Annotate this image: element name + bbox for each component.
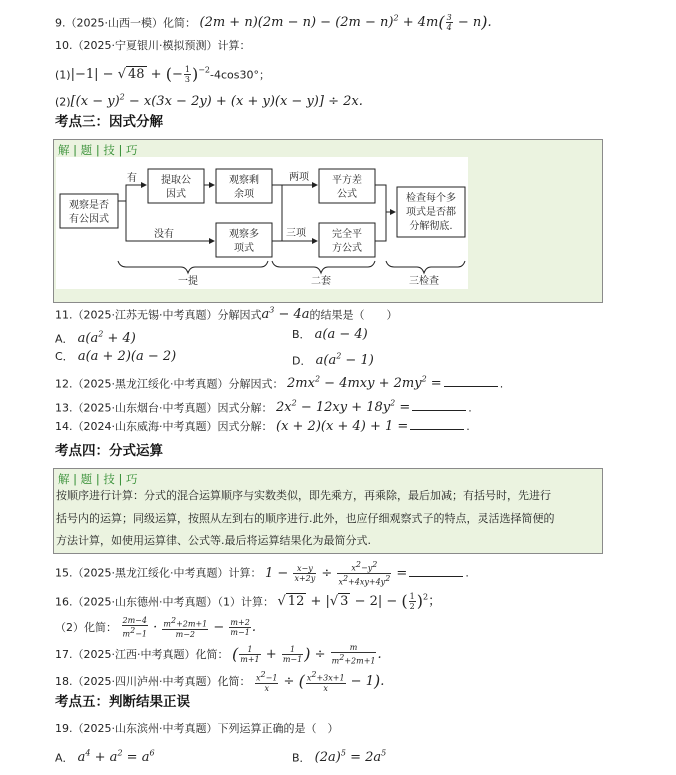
question-13: 13.（2025·山东烟台·中考真题）因式分解： $2x^2 - 12xy + 18y^2$ = . xyxy=(55,399,472,416)
question-source: （2025·黑龙江绥化·中考真题） xyxy=(72,566,229,580)
svg-text:方公式: 方公式 xyxy=(332,243,362,254)
answer-blank[interactable] xyxy=(412,400,466,411)
question-source: （2025·黑龙江绥化·中考真题） xyxy=(72,377,229,391)
math-expression: $[(x - y)^2 - x(3x - 2y) + (x + y)(x - y)] \div 2x$. xyxy=(70,93,363,110)
question-9: 9.（2025·山西一模）化简： $(2m + n)(2m - n) - (2m - n)^2 + 4m$( $\frac{3}{4}$ − n). xyxy=(55,12,492,33)
answer-blank[interactable] xyxy=(410,419,464,430)
q11-option-b[interactable]: B． a(a − 4) xyxy=(292,327,368,342)
section-3-title: 考点三：因式分解 xyxy=(55,114,163,130)
flow-check: 检查每个多 xyxy=(406,193,456,204)
math-expression: |−1| − √ 48 + (− $\frac{1}{3}$ )$^{-2}$ xyxy=(70,64,210,85)
question-14: 14.（2024·山东威海·中考真题）因式分解： (x + 2)(x + 4) + 1 = . xyxy=(55,419,470,434)
flow-start: 观察是否 xyxy=(69,200,109,211)
question-source: （2025·江西·中考真题） xyxy=(72,647,196,661)
question-12: 12.（2025·黑龙江绥化·中考真题）分解因式： $2mx^2 - 4mxy + 2my^2$ = . xyxy=(55,375,504,392)
tip-text-line: 方法计算，如使用运算律、公式等.最后将运算结果化为最简分式. xyxy=(56,534,371,547)
question-18: 18.（2025·四川泸州·中考真题）化简： $\frac{x^2-1}{x}$ ÷ ( $\frac{x^2+3x+1}{x}$ − 1). xyxy=(55,670,385,693)
section-4-title: 考点四：分式运算 xyxy=(55,443,163,459)
question-source: （2025·四川泸州·中考真题） xyxy=(72,674,218,688)
question-16-part-2: （2）化简： $\frac{2m-4}{m^2-1}$ · $\frac{m^2+2m+1}{m-2}$ − $\frac{m+2}{m-1}$ . xyxy=(55,616,256,639)
svg-text:没有: 没有 xyxy=(154,229,174,240)
tip-box-fractions xyxy=(53,468,603,554)
svg-text:因式: 因式 xyxy=(166,189,186,200)
question-source: （2025·宁夏银川·模拟预测） xyxy=(72,39,218,52)
tip-box-factoring xyxy=(53,139,603,303)
answer-blank[interactable] xyxy=(444,376,498,387)
svg-text:项式是否都: 项式是否都 xyxy=(406,207,456,218)
flow-observe-terms: 观察多 xyxy=(229,229,259,240)
svg-text:有: 有 xyxy=(127,173,137,184)
q11-option-c[interactable]: C． a(a + 2)(a − 2) xyxy=(55,349,177,364)
question-source: （2024·山东威海·中考真题） xyxy=(72,420,218,433)
q19-option-a[interactable]: A． $a^4 + a^2 = a^6$ xyxy=(55,749,155,766)
section-5-title: 考点五：判断结果正误 xyxy=(55,694,190,710)
tip-label: 解 | 题 | 技 | 巧 xyxy=(58,143,138,157)
math-expression: $(2m + n)(2m - n) - (2m - n)^2 + 4m$( $\frac{3}{4}$ − n). xyxy=(199,12,492,33)
question-source: （2025·山东滨州·中考真题） xyxy=(72,722,218,735)
question-number: 9. xyxy=(55,16,66,30)
question-15: 15.（2025·黑龙江绥化·中考真题）计算： 1 − $\frac{x-y}{x+2y}$ ÷ $\frac{x^2-y^2}{x^2+4xy+4y^2}$ = . xyxy=(55,560,469,587)
question-10: 10.（2025·宁夏银川·模拟预测）计算： xyxy=(55,39,251,52)
answer-blank[interactable] xyxy=(409,566,463,577)
tip-text-line: 按顺序进行计算：分式的混合运算顺序与实数类似，即先乘方，再乘除，最后加减；有括号时，先进行 xyxy=(56,489,551,502)
question-source: （2025·山西一模） xyxy=(65,16,163,30)
question-10-part-1: (1)|−1| − √ 48 + (− $\frac{1}{3}$ )$^{-2}$-4cos30°； xyxy=(55,64,270,85)
factoring-flowchart xyxy=(56,157,468,289)
svg-text:三项: 三项 xyxy=(286,228,306,239)
flow-extract: 提取公 xyxy=(161,175,191,186)
question-source: （2025·山东德州·中考真题） xyxy=(72,595,218,609)
question-16: 16.（2025·山东德州·中考真题）（1）计算： √ 12 + |√ 3 − 2| − ( $\frac{1}{2}$ )$^2$； xyxy=(55,591,442,612)
tip-text-line: 括号内的运算；同级运算，按照从左到右的顺序进行.此外，也应仔细观察式子的特点，灵活选择简便的 xyxy=(56,512,555,525)
q11-option-a[interactable]: A． $a(a^2 + 4)$ xyxy=(55,330,136,347)
question-19: 19.（2025·山东滨州·中考真题）下列运算正确的是（ ） xyxy=(55,722,339,735)
question-source: （2025·江苏无锡·中考真题） xyxy=(72,308,218,322)
svg-text:二套: 二套 xyxy=(311,276,331,287)
flow-square-diff: 平方差 xyxy=(332,175,362,186)
svg-text:三检查: 三检查 xyxy=(409,276,439,287)
svg-text:有公因式: 有公因式 xyxy=(69,214,109,225)
question-source: （2025·山东烟台·中考真题） xyxy=(72,401,218,415)
svg-text:余项: 余项 xyxy=(234,189,254,200)
svg-text:两项: 两项 xyxy=(289,172,309,183)
question-17: 17.（2025·江西·中考真题）化简： ( $\frac{1}{m+1}$ + $\frac{1}{m-1}$ ) ÷ $\frac{m}{m^2+2m+1}$ . xyxy=(55,643,382,666)
svg-text:公式: 公式 xyxy=(337,189,357,200)
svg-text:一提: 一提 xyxy=(178,276,198,287)
question-11: 11.（2025·江苏无锡·中考真题）分解因式$a^3 - 4a$的结果是（ ） xyxy=(55,306,398,323)
svg-text:项式: 项式 xyxy=(234,243,254,254)
svg-text:分解彻底.: 分解彻底. xyxy=(409,221,453,232)
flow-observe-rest: 观察剩 xyxy=(229,175,259,186)
question-10-part-2: $(2)[(x - y)^2 - x(3x - 2y) + (x + y)(x - y)] \div 2x$. xyxy=(55,93,363,110)
tip-label: 解 | 题 | 技 | 巧 xyxy=(58,472,138,486)
flow-perfect-square: 完全平 xyxy=(332,229,362,240)
q19-option-b[interactable]: B． $(2a)^5 = 2a^5$ xyxy=(292,749,387,766)
q11-option-d[interactable]: D． $a(a^2 - 1)$ xyxy=(292,352,374,369)
